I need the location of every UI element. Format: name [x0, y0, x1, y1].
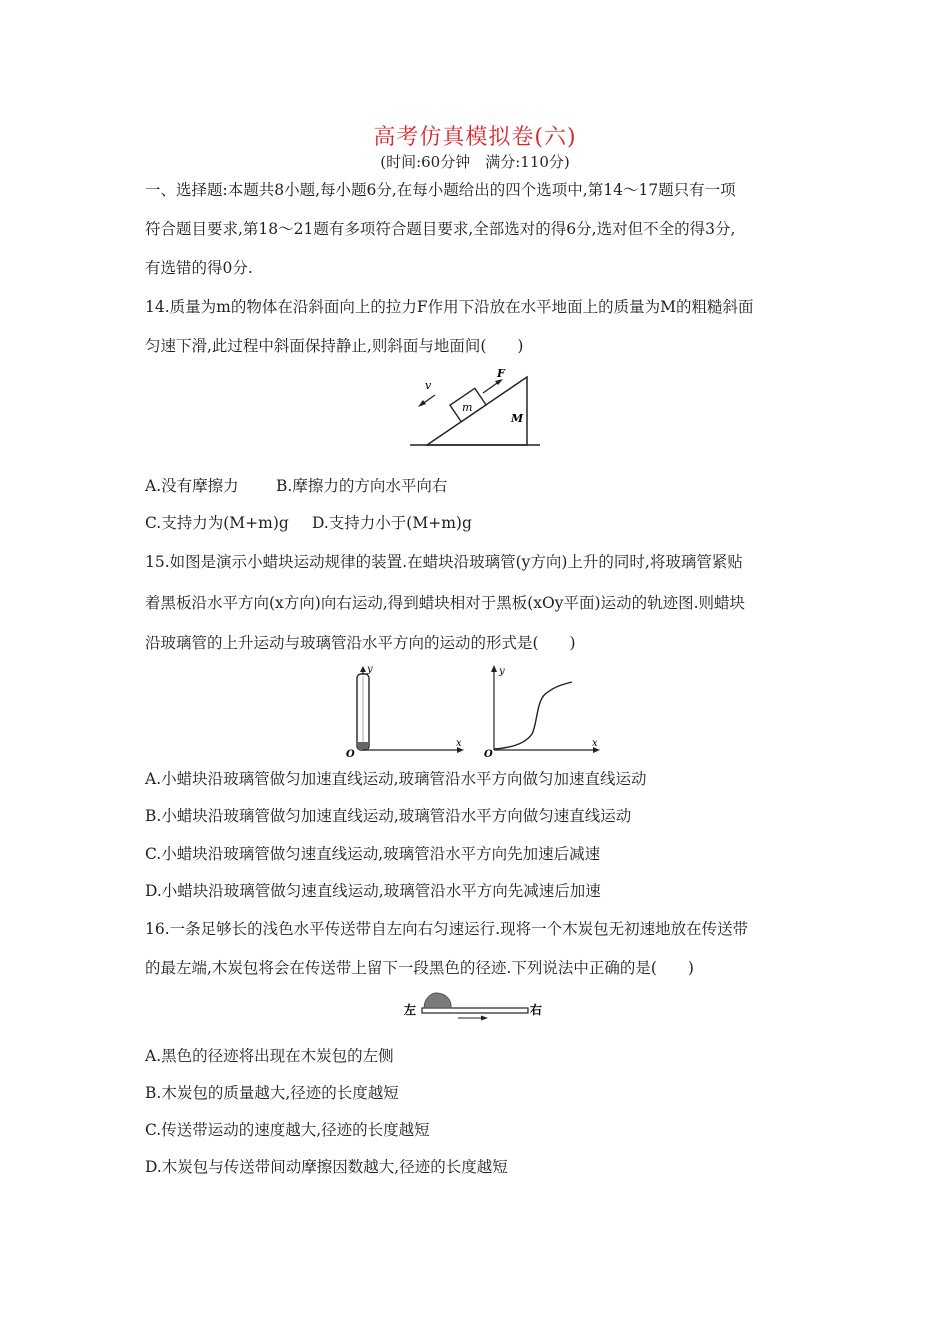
q15-trajectory-figure: [480, 662, 604, 758]
instruction-line: 有选错的得0分.: [145, 259, 253, 277]
q16-stem-line: 16.一条足够长的浅色水平传送带自左向右匀速运行.现将一个木炭包无初速地放在传送带: [145, 920, 749, 938]
q14-label-v: v: [425, 379, 432, 392]
q15-tube-label-o: O: [346, 749, 355, 758]
q15-traj-label-o: O: [484, 749, 493, 758]
q15-option-c: C.小蜡块沿玻璃管做匀速直线运动,玻璃管沿水平方向先加速后减速: [145, 845, 601, 863]
q15-stem-line: 15.如图是演示小蜡块运动规律的装置.在蜡块沿玻璃管(y方向)上升的同时,将玻璃管紧贴: [145, 553, 743, 571]
q16-option-d: D.木炭包与传送带间动摩擦因数越大,径迹的长度越短: [145, 1158, 508, 1176]
page-title: 高考仿真模拟卷(六): [373, 125, 577, 150]
q14-stem-line: 14.质量为m的物体在沿斜面向上的拉力F作用下沿放在水平地面上的质量为M的粗糙斜面: [145, 298, 754, 316]
q16-label-right: 右: [530, 1003, 543, 1017]
q15-option-b: B.小蜡块沿玻璃管做匀加速直线运动,玻璃管沿水平方向做匀速直线运动: [145, 807, 632, 825]
q15-traj-label-x: x: [592, 738, 598, 749]
q14-option-a: A.没有摩擦力: [145, 477, 239, 495]
q15-option-d: D.小蜡块沿玻璃管做匀速直线运动,玻璃管沿水平方向先减速后加速: [145, 882, 601, 900]
q16-option-b: B.木炭包的质量越大,径迹的长度越短: [145, 1084, 399, 1102]
q14-option-d: D.支持力小于(M+m)g: [312, 514, 472, 532]
page-subtitle: (时间:60分钟 满分:110分): [380, 153, 570, 171]
q15-tube-label-x: x: [456, 738, 462, 749]
q16-stem-line: 的最左端,木炭包将会在传送带上留下一段黑色的径迹.下列说法中正确的是( ): [145, 959, 694, 977]
q14-label-M: M: [511, 412, 524, 425]
q16-option-c: C.传送带运动的速度越大,径迹的长度越短: [145, 1121, 430, 1139]
q14-option-b: B.摩擦力的方向水平向右: [276, 477, 448, 495]
q16-option-a: A.黑色的径迹将出现在木炭包的左侧: [145, 1047, 394, 1065]
q15-tube-label-y: y: [367, 664, 373, 675]
q16-conveyor-figure: [402, 988, 552, 1024]
q15-stem-line: 着黑板沿水平方向(x方向)向右运动,得到蜡块相对于黑板(xOy平面)运动的轨迹图.则蜡块: [145, 594, 745, 612]
q14-stem-line: 匀速下滑,此过程中斜面保持静止,则斜面与地面间( ): [145, 337, 524, 355]
q14-label-F: F: [497, 367, 505, 380]
q15-tube-figure: [340, 662, 468, 758]
q15-stem-line: 沿玻璃管的上升运动与玻璃管沿水平方向的运动的形式是( ): [145, 634, 576, 652]
instruction-line: 符合题目要求,第18～21题有多项符合题目要求,全部选对的得6分,选对但不全的得3分,: [145, 220, 736, 238]
q15-option-a: A.小蜡块沿玻璃管做匀加速直线运动,玻璃管沿水平方向做匀加速直线运动: [145, 770, 647, 788]
q14-incline-figure: [405, 365, 545, 449]
q14-label-m: m: [462, 401, 473, 414]
q14-option-c: C.支持力为(M+m)g: [145, 514, 289, 532]
q16-label-left: 左: [404, 1003, 417, 1017]
q15-traj-label-y: y: [499, 666, 505, 677]
instruction-line: 一、选择题:本题共8小题,每小题6分,在每小题给出的四个选项中,第14～17题只有一项: [145, 181, 736, 199]
